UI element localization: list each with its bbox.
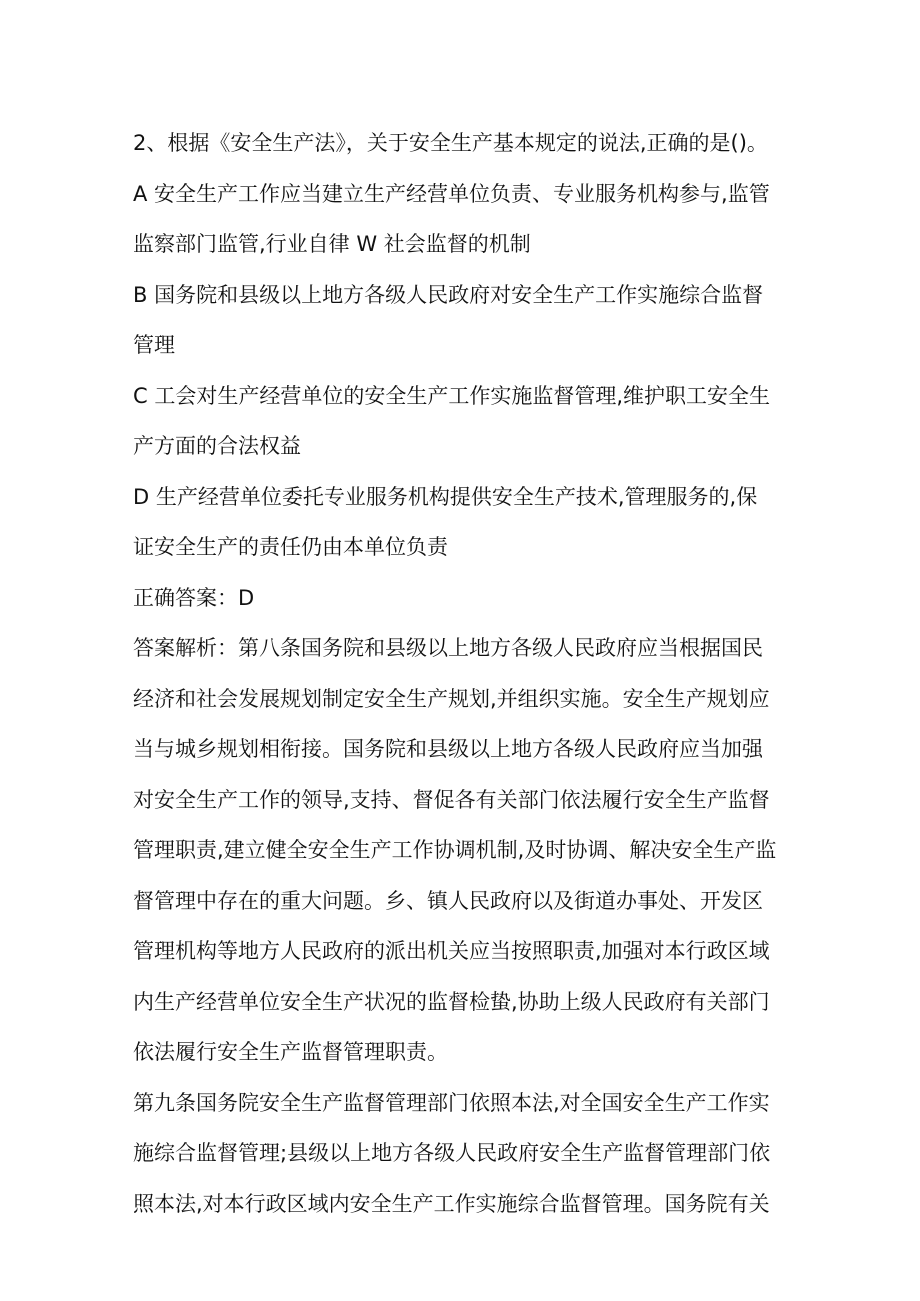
option-c-line-2: 产方面的合法权益: [133, 434, 301, 458]
option-b-line-2: 管理: [133, 333, 175, 357]
option-d-line-1: D 生产经营单位委托专业服务机构提供安全生产技术,管理服务的,保: [133, 484, 758, 509]
article-nine-line: 照本法,对本行政区域内安全生产工作实施综合监督管理。国务院有关: [133, 1191, 770, 1216]
article-nine-line: 施综合监督管理;县级以上地方各级人民政府安全生产监督管理部门依: [133, 1141, 771, 1165]
explanation-line: 当与城乡规划相衔接。国务院和县级以上地方各级人民政府应当加强: [133, 737, 763, 761]
explanation-line: 管理职责,建立健全安全生产工作协调机制,及时协调、解决安全生产监: [133, 838, 777, 862]
option-b-line-1: B 国务院和县级以上地方各级人民政府对安全生产工作实施综合监督: [133, 282, 764, 307]
question-stem: 2、根据《安全生产法》，关于安全生产基本规定的说法,正确的是()。: [133, 131, 768, 155]
question-text-block: [133, 118, 805, 1229]
article-nine-line: 第九条国务院安全生产监督管理部门依照本法,对全国安全生产工作实: [133, 1090, 770, 1115]
explanation-line: 经济和社会发展规划制定安全生产规划,并组织实施。安全生产规划应: [133, 686, 770, 711]
explanation-line: 对安全生产工作的领导,支持、督促各有关部门依法履行安全生产监督: [133, 787, 770, 812]
correct-answer: 正确答案：D: [133, 585, 255, 610]
explanation-line: 答案解析：第八条国务院和县级以上地方各级人民政府应当根据国民: [133, 636, 763, 660]
option-d-line-2: 证安全生产的责任仍由本单位负责: [133, 535, 448, 559]
explanation-line: 内生产经营单位安全生产状况的监督检蛰,协助上级人民政府有关部门: [133, 989, 770, 1014]
explanation-line: 督管理中存在的重大问题。乡、镇人民政府以及街道办事处、开发区: [133, 888, 763, 913]
option-a-line-2: 监察部门监管,行业自律 W 社会监督的机制: [133, 232, 531, 256]
explanation-line: 依法履行安全生产监督管理职责。: [133, 1040, 448, 1064]
option-a-line-1: A 安全生产工作应当建立生产经营单位负责、专业服务机构参与,监管: [133, 181, 770, 206]
explanation-line: 管理机构等地方人民政府的派出机关应当按照职责,加强对本行政区域: [133, 939, 770, 963]
option-c-line-1: C 工会对生产经营单位的安全生产工作实施监督管理,维护职工安全生: [133, 383, 771, 408]
